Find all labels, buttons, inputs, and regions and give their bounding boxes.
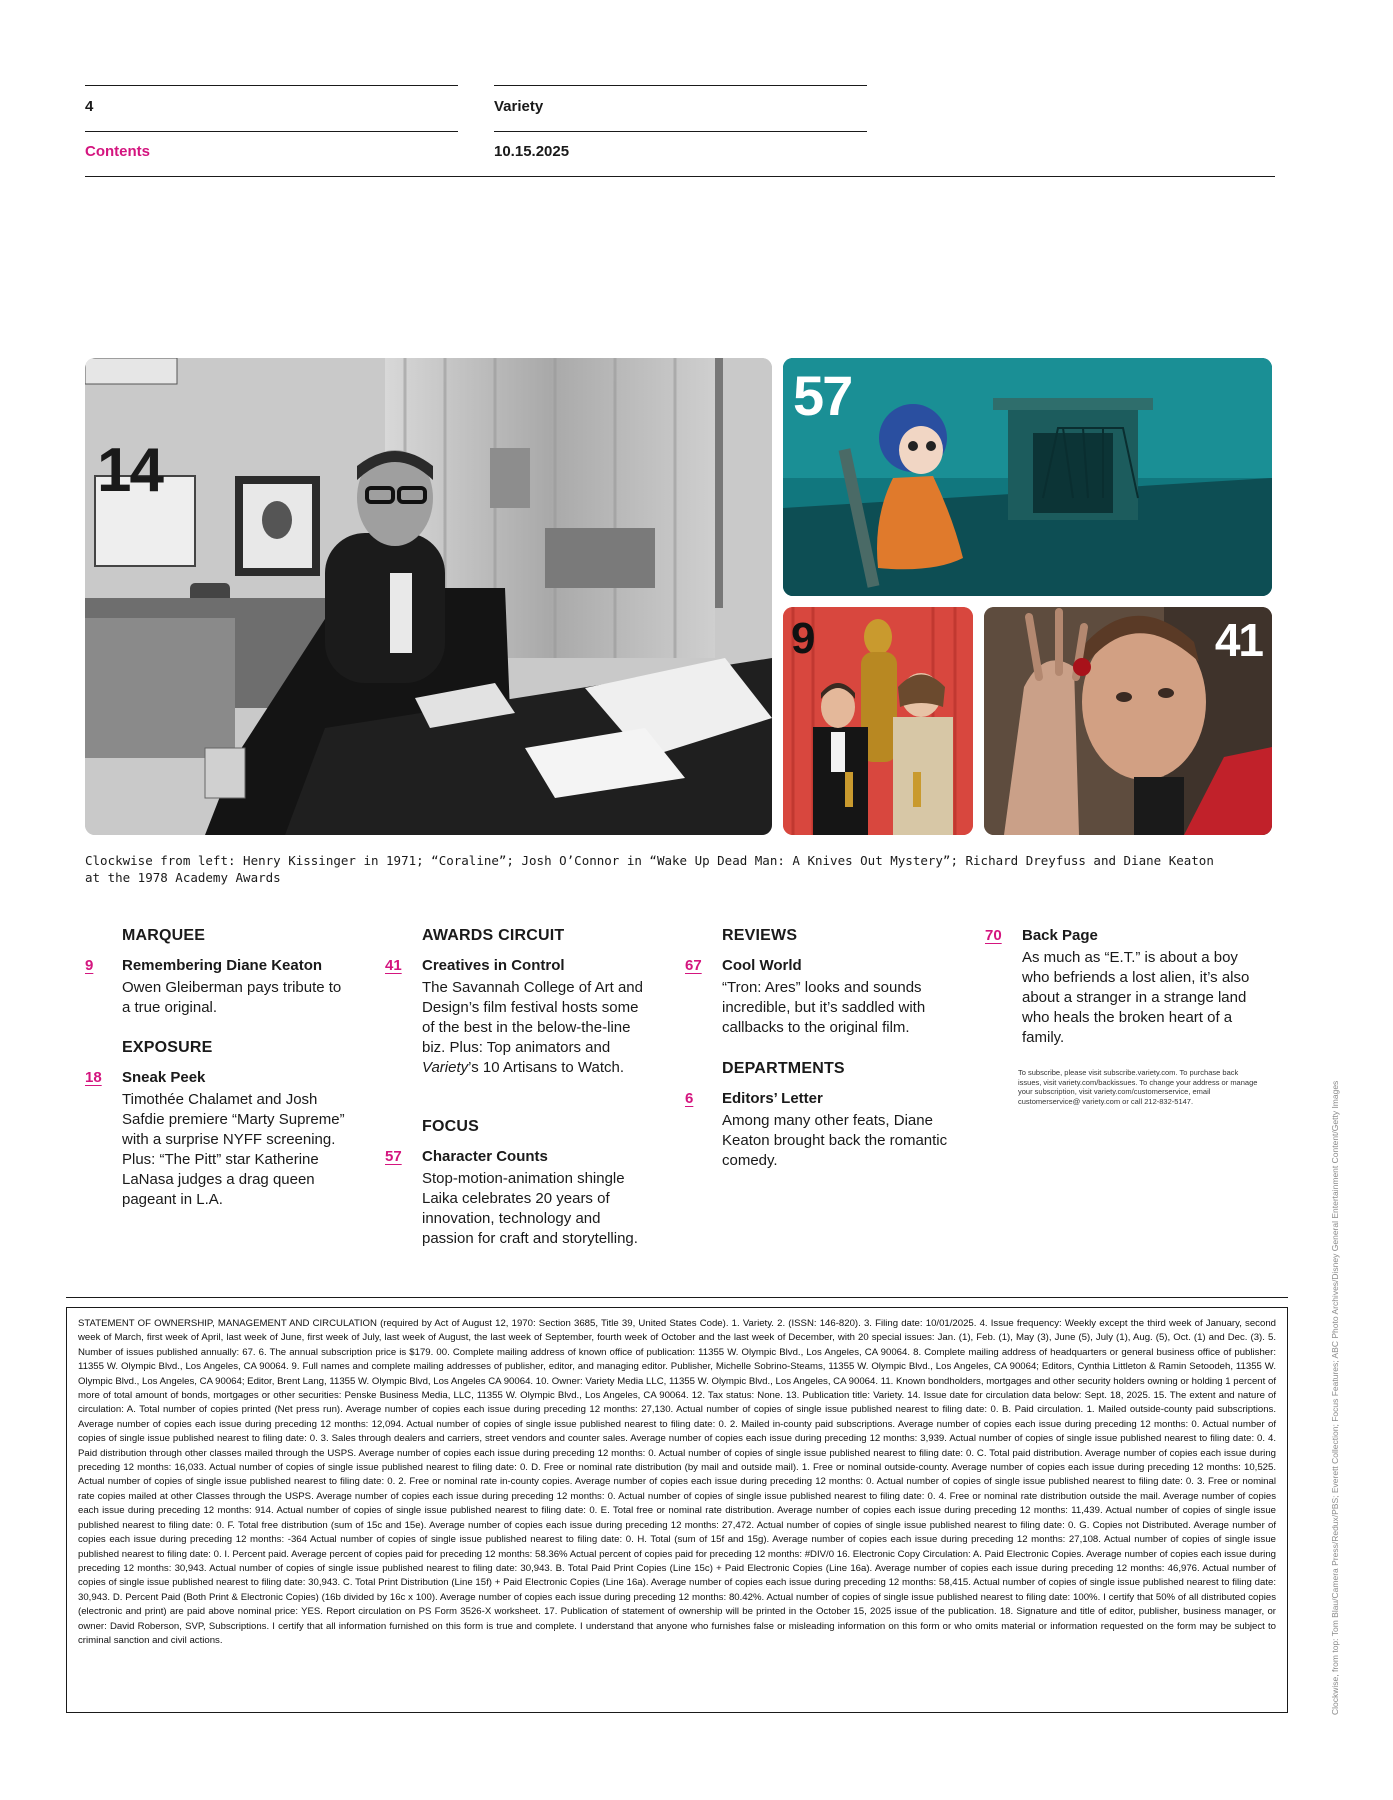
issue-date: 10.15.2025 xyxy=(494,143,570,160)
toc-headline: Remembering Diane Keaton xyxy=(122,957,323,974)
toc-page-link[interactable]: 41 xyxy=(385,957,402,974)
photo-caption-line-1: Clockwise from left: Henry Kissinger in 1971; “Coraline”; Josh O’Connor in “Wake Up Dead Man: A Knives Out Mystery”; Richard Dreyfuss and Diane Keaton xyxy=(85,853,1214,868)
toc-item-cool-world[interactable] xyxy=(685,957,950,1038)
toc-headline: Cool World xyxy=(722,957,802,974)
page-number: 4 xyxy=(85,98,94,115)
toc-description: Among many other feats, Diane Keaton brought back the romantic comedy. xyxy=(722,1112,948,1169)
section-title-marquee: MARQUEE xyxy=(122,927,206,944)
oscars-page-number: 9 xyxy=(791,614,814,663)
toc-description: Timothée Chalamet and Josh Safdie premiere “Marty Supreme” with a surprise NYFF screening. Plus: “The Pitt” star Katherine LaNasa judges a drag queen pageant in L.A. xyxy=(122,1091,345,1208)
publication-name: Variety xyxy=(494,98,544,115)
toc-description-text: The Savannah College of Art and Design’s film festival hosts some of the best in the below-the-line biz. Plus: Top animators and xyxy=(422,979,643,1056)
section-title-awards-circuit: AWARDS CIRCUIT xyxy=(422,927,565,944)
coraline-page-number: 57 xyxy=(793,364,852,427)
header-rule-mid-left xyxy=(85,131,458,132)
photo-coraline[interactable] xyxy=(783,358,1272,596)
coraline-photo-image xyxy=(783,358,1272,596)
toc-item-remembering-diane-keaton[interactable] xyxy=(85,957,350,1018)
toc-page-link[interactable]: 9 xyxy=(85,957,94,974)
toc-description-italic: Variety xyxy=(422,1059,469,1076)
photo-caption-line-2: at the 1978 Academy Awards xyxy=(85,870,281,885)
toc-page-link[interactable]: 67 xyxy=(685,957,702,974)
toc-headline: Sneak Peek xyxy=(122,1069,206,1086)
photo-credits: Clockwise, from top: Tom Blau/Camera Press/Redux/PBS; Everett Collection; Focus Features; ABC Photo Archives/Disney General Entertainment Content/Getty Images xyxy=(1330,1080,1340,1715)
toc-headline: Character Counts xyxy=(422,1148,548,1165)
photo-caption xyxy=(85,852,1215,886)
toc-page-link[interactable]: 70 xyxy=(985,927,1002,944)
header-rule-top-left xyxy=(85,85,458,86)
photo-academy-awards-1978[interactable] xyxy=(783,607,973,835)
toc-description-text-end: ’s 10 Artisans to Watch. xyxy=(468,1059,625,1076)
toc-item-sneak-peek[interactable] xyxy=(85,1069,350,1210)
statement-of-ownership: STATEMENT OF OWNERSHIP, MANAGEMENT AND CIRCULATION (required by Act of August 12, 1970: Section 3685, Title 39, United States Code). 1. Variety. 2. (ISSN: 146-820). 3. Filing date: 10/01/2025. 4. Issue frequency: Weekly except the third week of January, second week of March, first week of April, last week of June, first week of July, last week of August, the last week of September, fourth week of October and the last week of December, with 20 special issues: Jan. (1), Feb. (1), May (3), June (5), July (1), Aug. (5), Oct. (1) and Dec. (3). 5. Number of issues published annually: 67. 6. The annual subscription price is $179. 00. Complete mailing address of known office of publication: 11355 W. Olympic Blvd., Los Angeles, CA 90064. 8. Complete mailing address of headquarters or general business office of publisher: 11355 W. Olympic Blvd., Los Angeles, CA 90064. 9. Full names and complete mailing addresses of publisher, editor, and managing editor. Publisher, Michelle Sobrino-Steams, 11355 W. Olympic Blvd., Los Angeles, CA 90064; Editors, Cynthia Littleton & Ramin Setoodeh, 11355 W. Olympic Blvd., Los Angeles, CA 90064; Editor, Brent Lang, 11355 W. Olympic Blvd, Los Angeles CA 90064. 10. Owner: Variety Media LLC, 11355 W. Olympic Blvd., Los Angeles, CA 90064. 11. Known bondholders, mortgages and other security holders owning or holding 1 percent of more of total amount of bonds, mortgages or other securities: Penske Business Media, LLC, 11355 W. Olympic Blvd., Los Angeles, CA 90064. 12. Tax status: None. 13. Publication title: Variety. 14. Issue date for circulation data below: Sept. 18, 2025. 15. The extent and nature of circulation: A. Total number of copies printed (Net press run). Average number of copies each issue during preceding 12 months: 27,130. Actual number of copies of single issue published nearest to filing date: 0. B. Paid circulation. 1. Mailed outside-county paid subscriptions. Average number of copies each issue during preceding 12 months: 12,094. Actual number of copies of single issue published nearest to filing date: 0. 2. Mailed in-county paid subscriptions. Average number of copies each issue during preceding 12 months: 0. Actual number of copies of single issue published nearest to filing date: 0. 3. Sales through dealers and carriers, street vendors and counter sales. Average number of copies each issue during preceding 12 months: 3,939. Actual number of copies of single issue published nearest to filing date: 0. 4. Paid distribution through other classes mailed through the USPS. Average number of copies each issue during preceding 12 months: 0. Actual number of copies of single issue published nearest to filing date: 0. C. Total paid distribution. Average number of copies each issue during preceding 12 months: 16,033. Actual number of copies of single issue published nearest to filing date: 0. D. Free or nominal rate distribution (by mail and outside mail). 1. Free or nominal outside-county. Average number of copies each issue during preceding 12 months: 10,525. Actual number of copies of single issue published nearest to filing date: 0. 2. Free or nominal rate in-county copies. Average number of copies each issue during preceding 12 months: 0. Actual number of copies of single issue published nearest to filing date: 0. 3. Free or nominal rate copies mailed at other Classes through the USPS. Average number of copies each issue during preceding 12 months: 0. Actual number of copies of single issue published nearest to filing date: 0. 4. Free or nominal rate distribution outside the mail. Average number of copies each issue during preceding 12 months: 914. Actual number of copies of single issue published nearest to filing date: 0. E. Total free or nominal rate distribution. Average number of copies each issue during preceding 12 months: 11,439. Actual number of copies of single issue published nearest to filing date: 0. F. Total free distribution (sum of 15c and 15e). Average number of copies each issue during preceding 12 months: 27,472. Actual number of copies of single issue published nearest to filing date: 0. G. Copies not Distributed. Average number of copies each issue during preceding 12 months: -364 Actual number of copies of single issue published nearest to filing date: 0. H. Total (sum of 15f and 15g). Average number of copies each issue during preceding 12 months: 27,108. Actual number of copies of single issue published nearest to filing date: 0. I. Percent paid. Average percent of copies paid for preceding 12 months: 58.36% Actual percent of copies paid for preceding 12 months: #DIV/0 16. Electronic Copy Circulation: A. Paid Electronic Copies. Average number of copies each issue during preceding 12 months: 30,943. Actual number of copies of single issue published nearest to filing date: 30,943. B. Total Paid Print Copies (Line 15c) + Paid Electronic Copies (Line 16a). Average number of copies each issue during preceding 12 months: 46,976. Actual number of copies of single issue published nearest to filing date: 30,943. C. Total Print Distribution (Line 15f) + Paid Electronic Copies (Line 16a). Average number of copies each issue during preceding 12 months: 58,415. Actual number of copies of single issue published nearest to filing date: 30,943. D. Percent Paid (Both Print & Electronic Copies) (16b divided by 16c x 100). Average number of copies each issue during preceding 12 months: 80.42%. Actual number of copies of single issue published nearest to filing date: 100%. I certify that 50% of all distributed copies (electronic and print) are paid above nominal price: YES. Report circulation on PS Form 3526-X worksheet. 17. Publication of statement of ownership will be printed in the October 15, 2025 issue of the publication. 18. Signature and title of editor, publisher, business manager, or owner: David Roberson, SVP, Subscriptions. I certify that all information furnished on this form is true and complete. I understand that anyone who furnishes false or misleading information on this form or who omits material or information requested on the form may be subject to criminal sanction and civil actions. xyxy=(66,1307,1288,1713)
kissinger-photo-image xyxy=(85,358,772,835)
toc-headline: Creatives in Control xyxy=(422,957,565,974)
toc-description: As much as “E.T.” is about a boy who befriends a lost alien, it’s also about a stranger in a strange land who heals the broken heart of a family. xyxy=(1022,949,1250,1046)
toc-item-character-counts[interactable] xyxy=(385,1148,650,1249)
knives-out-page-number: 41 xyxy=(1214,614,1262,666)
toc-item-back-page[interactable] xyxy=(985,927,1250,1048)
header-rule-top-right xyxy=(494,85,867,86)
section-title-focus: FOCUS xyxy=(422,1118,479,1135)
toc-page-link[interactable]: 6 xyxy=(685,1090,694,1107)
photo-henry-kissinger[interactable] xyxy=(85,358,772,835)
kissinger-page-number: 14 xyxy=(97,436,162,505)
toc-description xyxy=(422,978,650,1078)
toc-page-link[interactable]: 57 xyxy=(385,1148,402,1165)
section-label: Contents xyxy=(85,143,150,160)
toc-headline: Editors’ Letter xyxy=(722,1090,823,1107)
toc-item-editors-letter[interactable] xyxy=(685,1090,950,1171)
toc-item-creatives-in-control[interactable] xyxy=(385,957,650,1078)
toc-page-link[interactable]: 18 xyxy=(85,1069,102,1086)
toc-description: Stop-motion-animation shingle Laika celebrates 20 years of innovation, technology and passion for craft and storytelling. xyxy=(422,1170,638,1247)
header-rule-bottom xyxy=(85,176,1275,177)
section-title-exposure: EXPOSURE xyxy=(122,1039,213,1056)
photo-wake-up-dead-man[interactable] xyxy=(984,607,1272,835)
statement-top-rule xyxy=(66,1297,1288,1298)
toc-headline: Back Page xyxy=(1022,927,1098,944)
toc-description: “Tron: Ares” looks and sounds incredible, but it’s saddled with callbacks to the original film. xyxy=(722,979,926,1036)
section-title-departments: DEPARTMENTS xyxy=(722,1060,845,1077)
section-title-reviews: REVIEWS xyxy=(722,927,798,944)
toc-description: Owen Gleiberman pays tribute to a true original. xyxy=(122,979,342,1016)
subscription-info: To subscribe, please visit subscribe.variety.com. To purchase back issues, visit variety.com/backissues. To change your address or manage your subscription, visit variety.com/customerservice, email customerservice@ variety.com or call 212-832-5147. xyxy=(1018,1068,1258,1106)
header-rule-mid-right xyxy=(494,131,867,132)
